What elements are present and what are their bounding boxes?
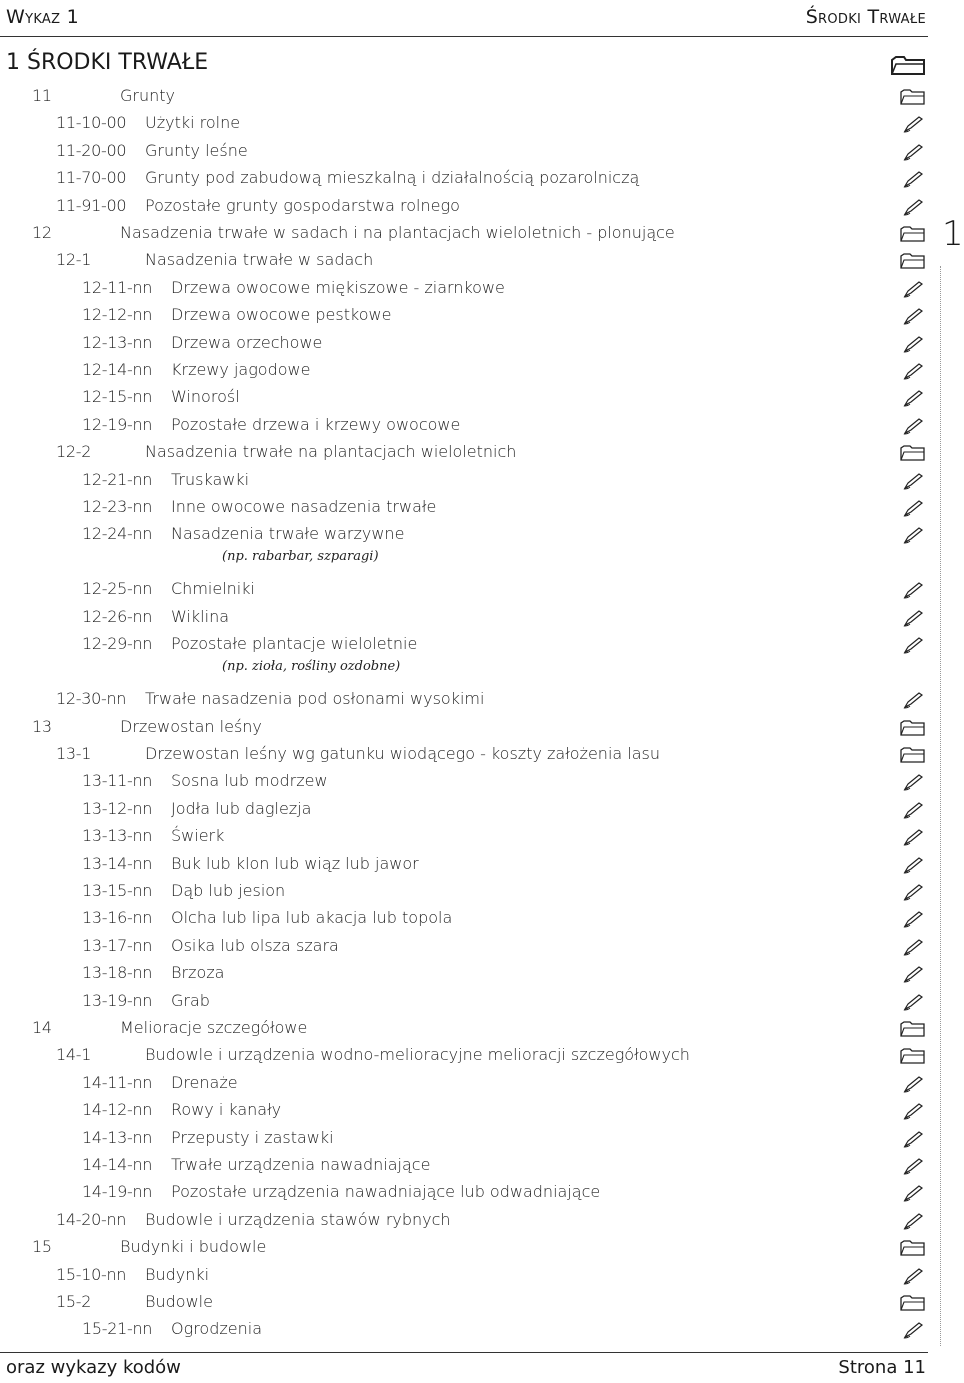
item-code: 11-70-00	[56, 168, 127, 188]
item-name: Budowle	[145, 1292, 213, 1311]
list-item	[0, 250, 930, 274]
list-item	[0, 86, 930, 110]
list-item	[0, 1265, 930, 1289]
list-item	[0, 717, 930, 741]
pen-icon	[900, 1157, 926, 1175]
header-right-title: Środki Trwałe	[805, 6, 926, 28]
list-item	[0, 524, 930, 548]
item-name: Pozostałe drzewa i krzewy owocowe	[171, 414, 461, 434]
list-item	[0, 799, 930, 823]
list-item	[0, 634, 930, 658]
item-name: Drenaże	[171, 1072, 238, 1092]
page-footer	[0, 1352, 928, 1383]
list-item	[0, 1100, 930, 1124]
list-item	[0, 1045, 930, 1069]
pen-icon	[900, 1321, 926, 1339]
item-code: 13-14-nn	[82, 853, 153, 873]
item-name: Grunty	[120, 86, 175, 105]
item-name: Osika lub olsza szara	[171, 935, 339, 955]
list-item	[0, 360, 930, 384]
folder-icon	[900, 1047, 926, 1065]
item-code: 14-20-nn	[56, 1209, 127, 1229]
list-item	[0, 497, 930, 521]
list-item	[0, 1155, 930, 1179]
item-name: Pozostałe urządzenia nawadniające lub odwadniające	[171, 1182, 601, 1202]
item-name: Chmielniki	[171, 579, 255, 599]
list-item	[0, 689, 930, 713]
pen-icon	[900, 417, 926, 435]
item-note: (np. zioła, rośliny ozdobne)	[222, 659, 401, 675]
item-name: Trwałe urządzenia nawadniające	[171, 1155, 431, 1174]
list-item	[0, 113, 930, 137]
list-item	[0, 1237, 930, 1261]
folder-icon	[900, 252, 926, 270]
pen-icon	[900, 280, 926, 298]
list-item	[0, 223, 930, 247]
item-name: Budynki i budowle	[120, 1237, 267, 1257]
pen-icon	[900, 801, 926, 819]
list-item	[0, 1319, 930, 1343]
item-note: (np. rabarbar, szparagi)	[222, 549, 379, 565]
item-code: 11-10-00	[56, 113, 127, 133]
list-item	[0, 1292, 930, 1316]
list-item	[0, 1128, 930, 1152]
item-code: 12-29-nn	[82, 634, 153, 654]
item-name: Truskawki	[171, 469, 250, 489]
list-item	[0, 854, 930, 878]
item-code: 12-13-nn	[82, 332, 153, 352]
list-item	[0, 908, 930, 932]
pen-icon	[900, 499, 926, 517]
list-item	[0, 991, 930, 1015]
pen-icon	[900, 526, 926, 544]
item-code: 13	[32, 716, 52, 736]
list-item	[0, 744, 930, 768]
item-code: 12-19-nn	[82, 414, 153, 434]
item-code: 14-12-nn	[82, 1100, 153, 1120]
item-code: 11-91-00	[56, 195, 127, 215]
item-code: 13-1	[56, 744, 92, 763]
list-item	[0, 141, 930, 165]
folder-icon	[900, 88, 926, 106]
item-code: 15-10-nn	[56, 1264, 127, 1284]
item-name: Przepusty i zastawki	[171, 1127, 334, 1147]
item-code: 14-13-nn	[82, 1127, 153, 1147]
list-item	[0, 442, 930, 466]
item-name: Sosna lub modrzew	[171, 771, 328, 791]
pen-icon	[900, 362, 926, 380]
pen-icon	[900, 910, 926, 928]
folder-icon	[900, 1294, 926, 1312]
list-item	[0, 1018, 930, 1042]
item-name: Pozostałe grunty gospodarstwa rolnego	[145, 195, 460, 215]
item-code: 12-15-nn	[82, 387, 153, 407]
item-name: Grunty pod zabudową mieszkalną i działalnością pozarolniczą	[145, 168, 640, 188]
pen-icon	[900, 938, 926, 956]
item-code: 12-1	[56, 250, 92, 270]
list-item	[0, 305, 930, 329]
pen-icon	[900, 1075, 926, 1093]
pen-icon	[900, 1130, 926, 1148]
list-item	[0, 196, 930, 220]
item-code: 12-23-nn	[82, 497, 153, 516]
list-item	[0, 470, 930, 494]
folder-icon	[900, 225, 926, 243]
item-code: 12	[32, 223, 52, 242]
item-name: Brzoza	[171, 963, 225, 983]
list-item	[0, 826, 930, 850]
footer-left-text: oraz wykazy kodów	[6, 1357, 181, 1378]
item-name: Nasadzenia trwałe w sadach	[145, 250, 374, 270]
item-name: Grab	[171, 990, 210, 1010]
item-code: 12-12-nn	[82, 305, 153, 325]
list-item	[0, 936, 930, 960]
item-name: Nasadzenia trwałe warzywne	[171, 524, 405, 544]
item-name: Melioracje szczegółowe	[120, 1018, 308, 1037]
item-name: Budowle i urządzenia stawów rybnych	[145, 1209, 451, 1229]
folder-icon	[900, 1239, 926, 1257]
list-item	[0, 579, 930, 603]
pen-icon	[900, 828, 926, 846]
item-name: Pozostałe plantacje wieloletnie	[171, 634, 418, 654]
pen-icon	[900, 472, 926, 490]
item-code: 14-11-nn	[82, 1072, 153, 1092]
item-name: Dąb lub jesion	[171, 881, 286, 900]
item-name: Drzewa orzechowe	[171, 332, 323, 352]
item-code: 14	[32, 1018, 52, 1037]
item-code: 11-20-00	[56, 140, 127, 160]
list-item	[0, 415, 930, 439]
folder-icon	[890, 54, 926, 76]
item-code: 12-26-nn	[82, 606, 153, 626]
folder-icon	[900, 444, 926, 462]
item-code: 13-15-nn	[82, 881, 153, 900]
list-item	[0, 168, 930, 192]
item-code: 12-14-nn	[82, 360, 153, 379]
item-code: 13-19-nn	[82, 990, 153, 1010]
item-name: Nasadzenia trwałe w sadach i na plantacjach wieloletnich - plonujące	[120, 223, 675, 242]
pen-icon	[900, 691, 926, 709]
item-code: 15-21-nn	[82, 1319, 153, 1339]
list-item	[0, 607, 930, 631]
item-name: Drzewostan leśny wg gatunku wiodącego - koszty założenia lasu	[145, 744, 660, 763]
list-item	[0, 1073, 930, 1097]
item-code: 14-14-nn	[82, 1155, 153, 1174]
item-name: Inne owocowe nasadzenia trwałe	[171, 497, 437, 516]
pen-icon	[900, 307, 926, 325]
item-name: Nasadzenia trwałe na plantacjach wieloletnich	[145, 442, 517, 462]
item-code: 12-2	[56, 442, 92, 462]
list-item	[0, 333, 930, 357]
folder-icon	[900, 719, 926, 737]
list-item	[0, 1182, 930, 1206]
item-code: 12-24-nn	[82, 524, 153, 544]
page-number: Strona 11	[838, 1357, 926, 1378]
item-name: Winorośl	[171, 387, 240, 407]
item-code: 13-17-nn	[82, 935, 153, 955]
item-name: Buk lub klon lub wiąz lub jawor	[171, 853, 419, 873]
pen-icon	[900, 1184, 926, 1202]
pen-icon	[900, 389, 926, 407]
item-code: 13-16-nn	[82, 908, 153, 928]
pen-icon	[900, 965, 926, 983]
item-name: Ogrodzenia	[171, 1319, 262, 1339]
list-item	[0, 881, 930, 905]
item-code: 12-30-nn	[56, 689, 127, 709]
item-code: 15-2	[56, 1292, 92, 1311]
pen-icon	[900, 636, 926, 654]
pen-icon	[900, 1102, 926, 1120]
list-item	[0, 278, 930, 302]
list-item	[0, 1210, 930, 1234]
pen-icon	[900, 170, 926, 188]
header-left-title: Wykaz 1	[6, 6, 80, 28]
item-name: Drzewa owocowe miękiszowe - ziarnkowe	[171, 277, 505, 297]
folder-icon	[900, 1020, 926, 1038]
section-title: 1 ŚRODKI TRWAŁE	[6, 50, 209, 75]
side-tab-number: 1	[942, 214, 964, 254]
item-code: 12-25-nn	[82, 579, 153, 599]
folder-icon	[900, 746, 926, 764]
item-name: Drzewostan leśny	[120, 716, 262, 736]
item-code: 14-19-nn	[82, 1182, 153, 1202]
item-name: Rowy i kanały	[171, 1100, 282, 1120]
item-name: Drzewa owocowe pestkowe	[171, 305, 392, 325]
page-header	[0, 0, 928, 37]
pen-icon	[900, 883, 926, 901]
item-name: Krzewy jagodowe	[171, 360, 311, 379]
item-code: 13-18-nn	[82, 963, 153, 983]
list-item	[0, 771, 930, 795]
item-name: Budynki	[145, 1264, 210, 1284]
item-name: Budowle i urządzenia wodno-melioracyjne melioracji szczegółowych	[145, 1045, 690, 1065]
list-item	[0, 963, 930, 987]
item-name: Wiklina	[171, 606, 230, 626]
pen-icon	[900, 993, 926, 1011]
pen-icon	[900, 1212, 926, 1230]
item-code: 15	[32, 1237, 52, 1257]
pen-icon	[900, 856, 926, 874]
item-name: Świerk	[171, 826, 225, 846]
side-divider	[940, 266, 941, 1346]
pen-icon	[900, 143, 926, 161]
item-code: 14-1	[56, 1045, 92, 1065]
item-code: 12-21-nn	[82, 469, 153, 489]
item-code: 13-12-nn	[82, 798, 153, 818]
pen-icon	[900, 773, 926, 791]
item-code: 12-11-nn	[82, 277, 153, 297]
pen-icon	[900, 198, 926, 216]
pen-icon	[900, 609, 926, 627]
list-item	[0, 387, 930, 411]
item-code: 13-11-nn	[82, 771, 153, 791]
item-name: Grunty leśne	[145, 140, 248, 160]
item-name: Użytki rolne	[145, 113, 241, 133]
pen-icon	[900, 1267, 926, 1285]
pen-icon	[900, 115, 926, 133]
item-code: 13-13-nn	[82, 826, 153, 846]
item-name: Olcha lub lipa lub akacja lub topola	[171, 908, 453, 928]
item-name: Trwałe nasadzenia pod osłonami wysokimi	[145, 689, 485, 709]
pen-icon	[900, 335, 926, 353]
item-code: 11	[32, 86, 52, 105]
item-name: Jodła lub daglezja	[171, 798, 312, 818]
pen-icon	[900, 581, 926, 599]
